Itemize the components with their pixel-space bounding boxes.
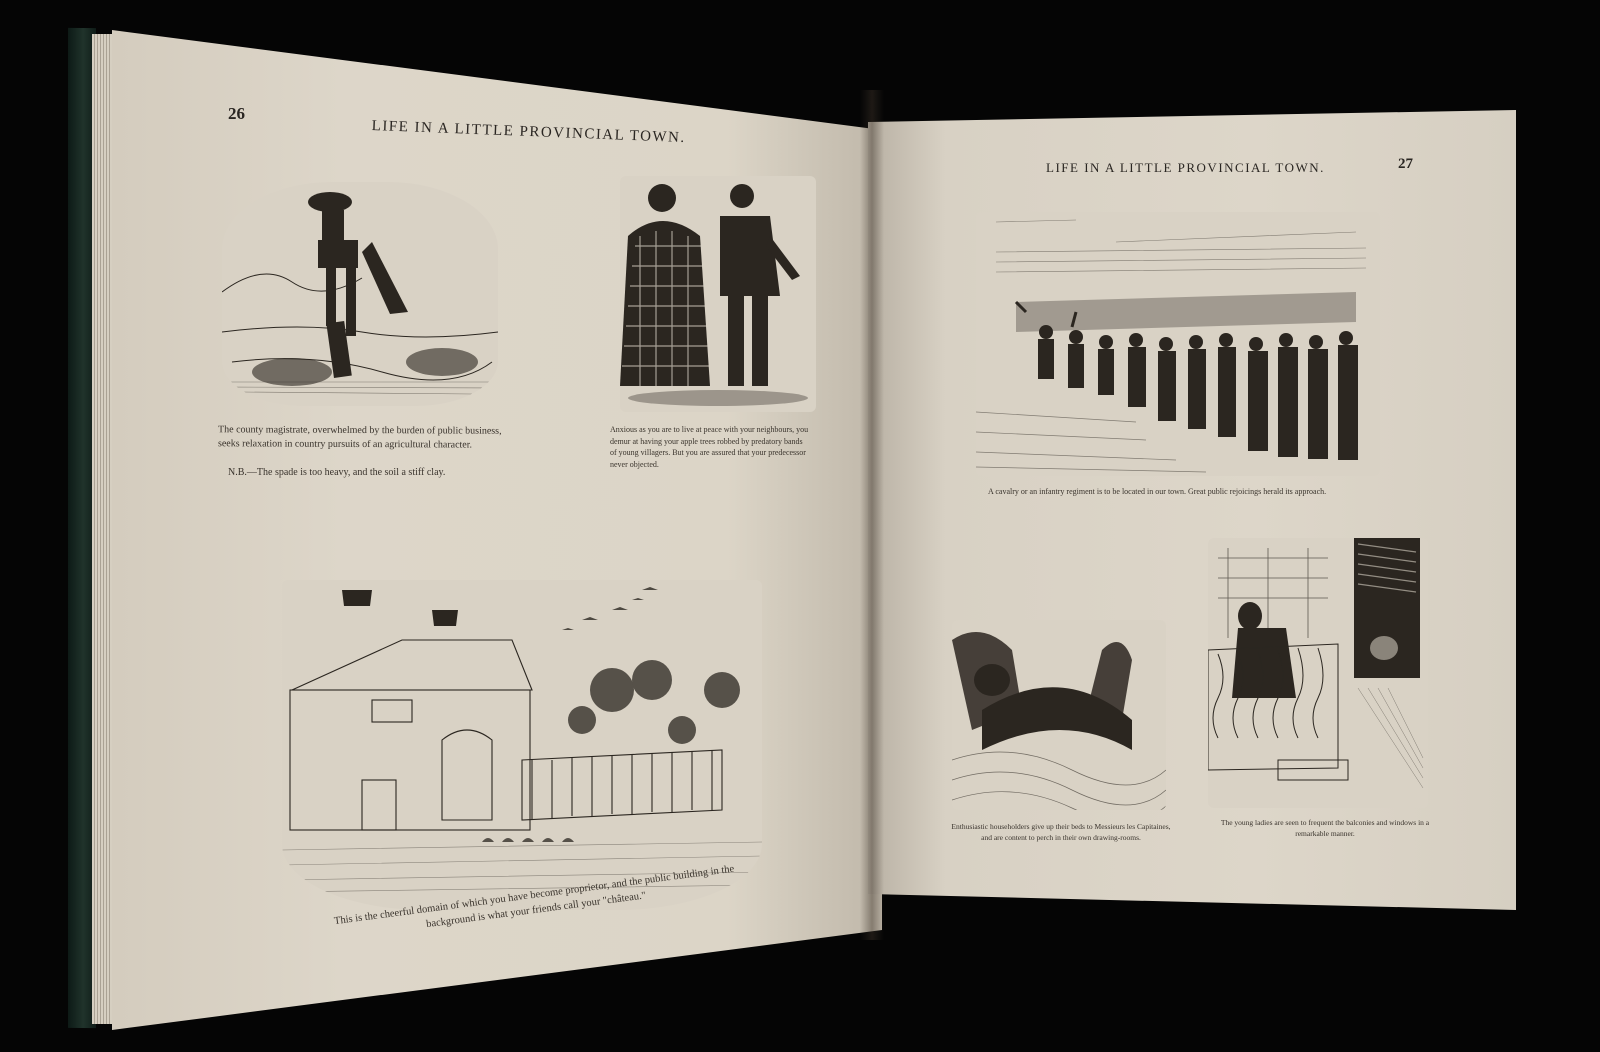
illustration-regiment-crowd [976, 212, 1380, 476]
left-page-number: 26 [228, 104, 245, 123]
caption-balconies: The young ladies are seen to frequent the balconies and windows in a remarkable manner. [1220, 818, 1430, 838]
left-running-head: LIFE IN A LITTLE PROVINCIAL TOWN. [371, 118, 686, 147]
caption-neighbours: Anxious as you are to live at peace with your neighbours, you demur at having your apple trees robbed by predatory bands of young villagers. But you are assured that your predecessor never objected. [610, 425, 809, 469]
caption-domain: This is the cheerful domain of which you have become proprietor, and the public building in the background is what your friends call your "château." [333, 863, 735, 931]
book-gutter [860, 90, 884, 940]
right-page-number: 27 [1398, 156, 1413, 172]
illustration-chateau-domain [282, 580, 762, 910]
caption-magistrate: The county magistrate, overwhelmed by the burden of public business, seeks relaxation in country pursuits of an agricultural character. [217, 424, 502, 451]
illustration-neighbours [620, 176, 816, 412]
caption-regiment: A cavalry or an infantry regiment is to be located in our town. Great public rejoicings herald its approach. [988, 487, 1327, 496]
illustration-balconies [1208, 538, 1428, 808]
caption-magistrate-note: N.B.—The spade is too heavy, and the soil a stiff clay. [228, 467, 446, 478]
right-running-head: LIFE IN A LITTLE PROVINCIAL TOWN. [1046, 160, 1325, 175]
caption-beds: Enthusiastic householders give up their beds to Messieurs les Capitaines, and are content to perch in their own drawing-rooms. [951, 822, 1171, 842]
illustration-magistrate-digging [222, 182, 498, 406]
illustration-householders-beds [952, 620, 1166, 810]
